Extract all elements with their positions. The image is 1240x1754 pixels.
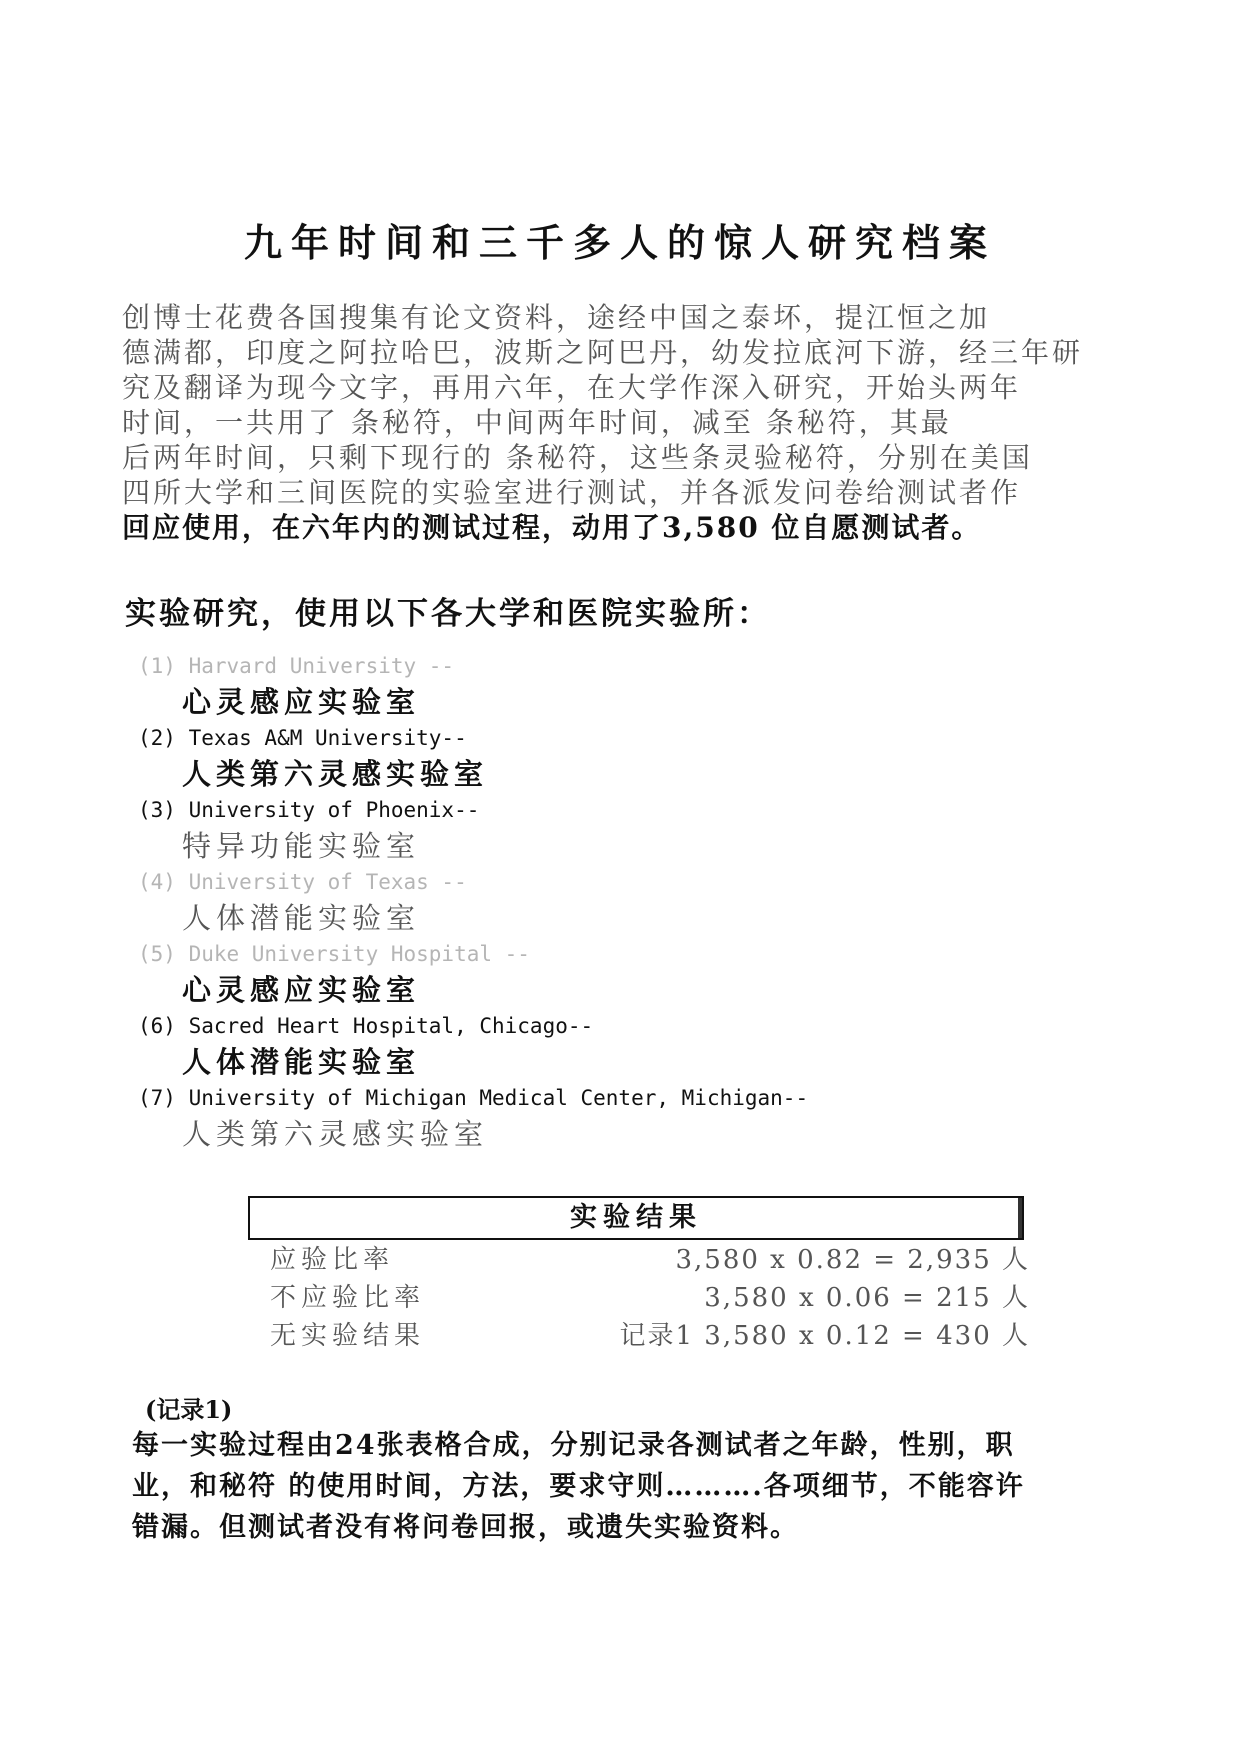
lab-name: 人体潜能实验室 bbox=[182, 901, 421, 935]
results-label: 应验比率 bbox=[270, 1244, 395, 1275]
results-value: 3,580 x 0.06 = 215 人 bbox=[704, 1282, 1030, 1313]
lab-university: (5) Duke University Hospital -- bbox=[138, 942, 530, 966]
lab-university: (2) Texas A&M University-- bbox=[138, 726, 467, 750]
lab-university: (1) Harvard University -- bbox=[138, 654, 455, 678]
results-row bbox=[270, 1276, 1030, 1314]
intro-line: 创博士花费各国搜集有论文资料，途经中国之泰坏，提江恒之加 bbox=[122, 301, 991, 334]
lab-name: 人类第六灵感实验室 bbox=[182, 1117, 489, 1151]
lab-name: 心灵感应实验室 bbox=[182, 685, 421, 719]
results-label: 不应验比率 bbox=[270, 1282, 426, 1313]
intro-line: 后两年时间，只剩下现行的 条秘符，这些条灵验秘符，分别在美国 bbox=[122, 441, 1033, 474]
intro-line: 德满都，印度之阿拉哈巴，波斯之阿巴丹，幼发拉底河下游，经三年研 bbox=[122, 336, 1084, 369]
lab-university: (4) University of Texas -- bbox=[138, 870, 467, 894]
record-line: 业，和秘符 的使用时间，方法，要求守则……….各项细节，不能容许 bbox=[132, 1471, 1025, 1502]
lab-university: (3) University of Phoenix-- bbox=[138, 798, 480, 822]
labs-heading: 实验研究，使用以下各大学和医院实验所： bbox=[125, 596, 771, 632]
labs-list bbox=[138, 648, 1138, 1152]
record-paragraph bbox=[132, 1425, 1117, 1548]
results-row bbox=[270, 1314, 1030, 1352]
results-value: 记录1 3,580 x 0.12 = 430 人 bbox=[619, 1320, 1030, 1351]
lab-name: 人体潜能实验室 bbox=[182, 1045, 421, 1079]
intro-last-line: 回应使用，在六年内的测试过程，动用了3,580 位自愿测试者。 bbox=[122, 511, 982, 544]
results-label: 无实验结果 bbox=[270, 1320, 426, 1351]
lab-university: (7) University of Michigan Medical Center, Michigan-- bbox=[138, 1086, 809, 1110]
lab-name: 特异功能实验室 bbox=[182, 829, 421, 863]
intro-line: 时间，一共用了 条秘符，中间两年时间，减至 条秘符，其最 bbox=[122, 406, 952, 439]
lab-name: 心灵感应实验室 bbox=[182, 973, 421, 1007]
record-line: 每一实验过程由24张表格合成，分别记录各测试者之年龄，性别，职 bbox=[132, 1430, 1015, 1461]
record-line: 错漏。但测试者没有将问卷回报，或遗失实验资料。 bbox=[132, 1512, 799, 1543]
results-heading: 实验结果 bbox=[570, 1202, 702, 1233]
intro-line: 四所大学和三间医院的实验室进行测试，并各派发问卷给测试者作 bbox=[122, 476, 1022, 509]
results-table bbox=[270, 1238, 1030, 1352]
page-title: 九年时间和三千多人的惊人研究档案 bbox=[243, 220, 996, 265]
results-row bbox=[270, 1238, 1030, 1276]
intro-paragraph bbox=[122, 300, 1122, 545]
record-tag: (记录1) bbox=[145, 1395, 233, 1424]
lab-university: (6) Sacred Heart Hospital, Chicago-- bbox=[138, 1014, 594, 1038]
results-heading-box bbox=[248, 1196, 1024, 1240]
results-value: 3,580 x 0.82 = 2,935 人 bbox=[675, 1244, 1030, 1275]
intro-line: 究及翻译为现今文字，再用六年，在大学作深入研究，开始头两年 bbox=[122, 371, 1022, 404]
lab-name: 人类第六灵感实验室 bbox=[182, 757, 489, 791]
